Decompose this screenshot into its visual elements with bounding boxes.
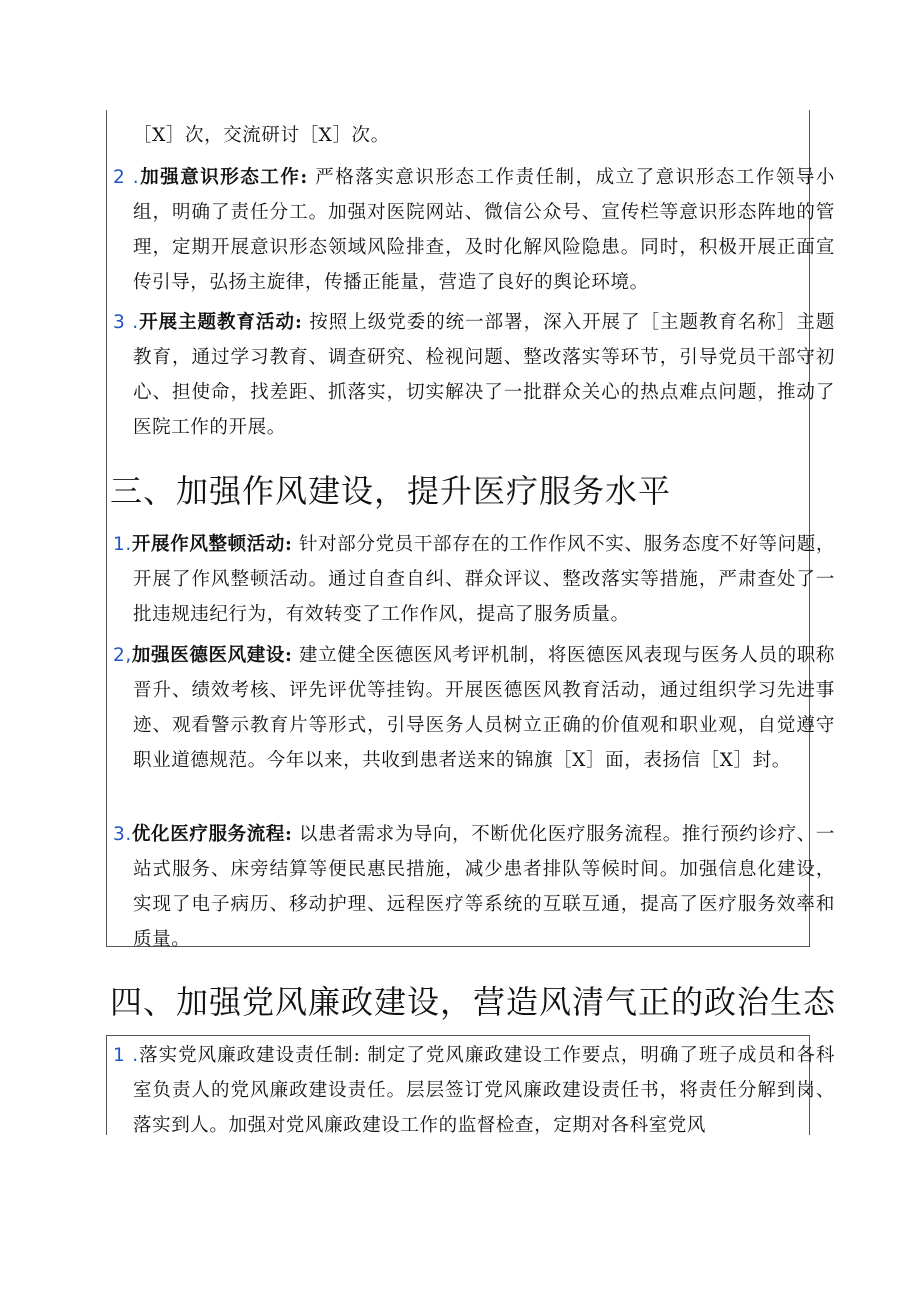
item-body: 按照上级党委的统一部署，深入开展了［主题教育名称］主题教育，通过学习教育、调查研究、检视问题、整改落实等环节，引导党员干部守初心、担使命，找差距、抓落实，切实解决了一批群众关心的热点难点问题，推动了医院工作的开展。 <box>133 312 835 438</box>
list-item <box>113 638 835 778</box>
list-item <box>113 527 835 632</box>
item-body: 建立健全医德医风考评机制，将医德医风表现与医务人员的职称晋升、绩效考核、评先评优等挂钩。开展医德医风教育活动，通过组织学习先进事迹、观看警示教育片等形式，引导医务人员树立正确的价值观和职业观，自觉遵守职业道德规范。今年以来，共收到患者送来的锦旗［X］面，表扬信［X］封。 <box>133 645 835 771</box>
item-number: 1 . <box>113 1045 139 1066</box>
item-body: 制定了党风廉政建设工作要点，明确了班子成员和各科室负责人的党风廉政建设责任。层层签订党风廉政建设责任书，将责任分解到岗、落实到人。加强对党风廉政建设工作的监督检查，定期对各科室党风 <box>133 1045 835 1136</box>
item-title: 开展主题教育活动: <box>138 312 303 333</box>
item-title: 开展作风整顿活动: <box>131 534 293 555</box>
content-frame-upper <box>106 110 835 950</box>
section-heading: 三、加强作风建设，提升医疗服务水平 <box>110 472 672 510</box>
item-title: 优化医疗服务流程: <box>131 824 293 845</box>
item-body: 严格落实意识形态工作责任制，成立了意识形态工作领导小组，明确了责任分工。加强对医院网站、微信公众号、宣传栏等意识形态阵地的管理，定期开展意识形态领域风险排查，及时化解风险隐患。同时，积极开展正面宣传引导，弘扬主旋律，传播正能量，营造了良好的舆论环境。 <box>133 167 835 293</box>
item-title: 加强医德医风建设: <box>131 645 293 666</box>
item-body: 针对部分党员干部存在的工作作风不实、服务态度不好等问题，开展了作风整顿活动。通过自查自纠、群众评议、整改落实等措施，严肃查处了一批违规违纪行为，有效转变了工作作风，提高了服务质量。 <box>133 534 835 625</box>
list-item <box>113 1038 835 1143</box>
item-number: 3 . <box>113 312 139 333</box>
item-number: 3. <box>113 824 132 845</box>
section-heading: 四、加强党风廉政建设，营造风清气正的政治生态 <box>110 983 837 1021</box>
item-body: 以患者需求为导向，不断优化医疗服务流程。推行预约诊疗、一站式服务、床旁结算等便民惠民措施，减少患者排队等候时间。加强信息化建设，实现了电子病历、移动护理、远程医疗等系统的互联互通，提高了医疗服务效率和质量。 <box>133 824 835 950</box>
list-item <box>113 305 835 445</box>
item-number: 2 . <box>113 167 140 188</box>
item-title: 落实党风廉政建设责任制: <box>138 1045 361 1066</box>
item-number: 2, <box>113 645 132 666</box>
item-number: 1. <box>113 534 132 555</box>
item-title: 加强意识形态工作: <box>139 167 308 188</box>
paragraph-tail: ［X］次，交流研讨［X］次。 <box>133 125 390 146</box>
list-item <box>113 160 835 300</box>
list-item <box>113 817 835 957</box>
content-frame-lower <box>106 1035 835 1136</box>
